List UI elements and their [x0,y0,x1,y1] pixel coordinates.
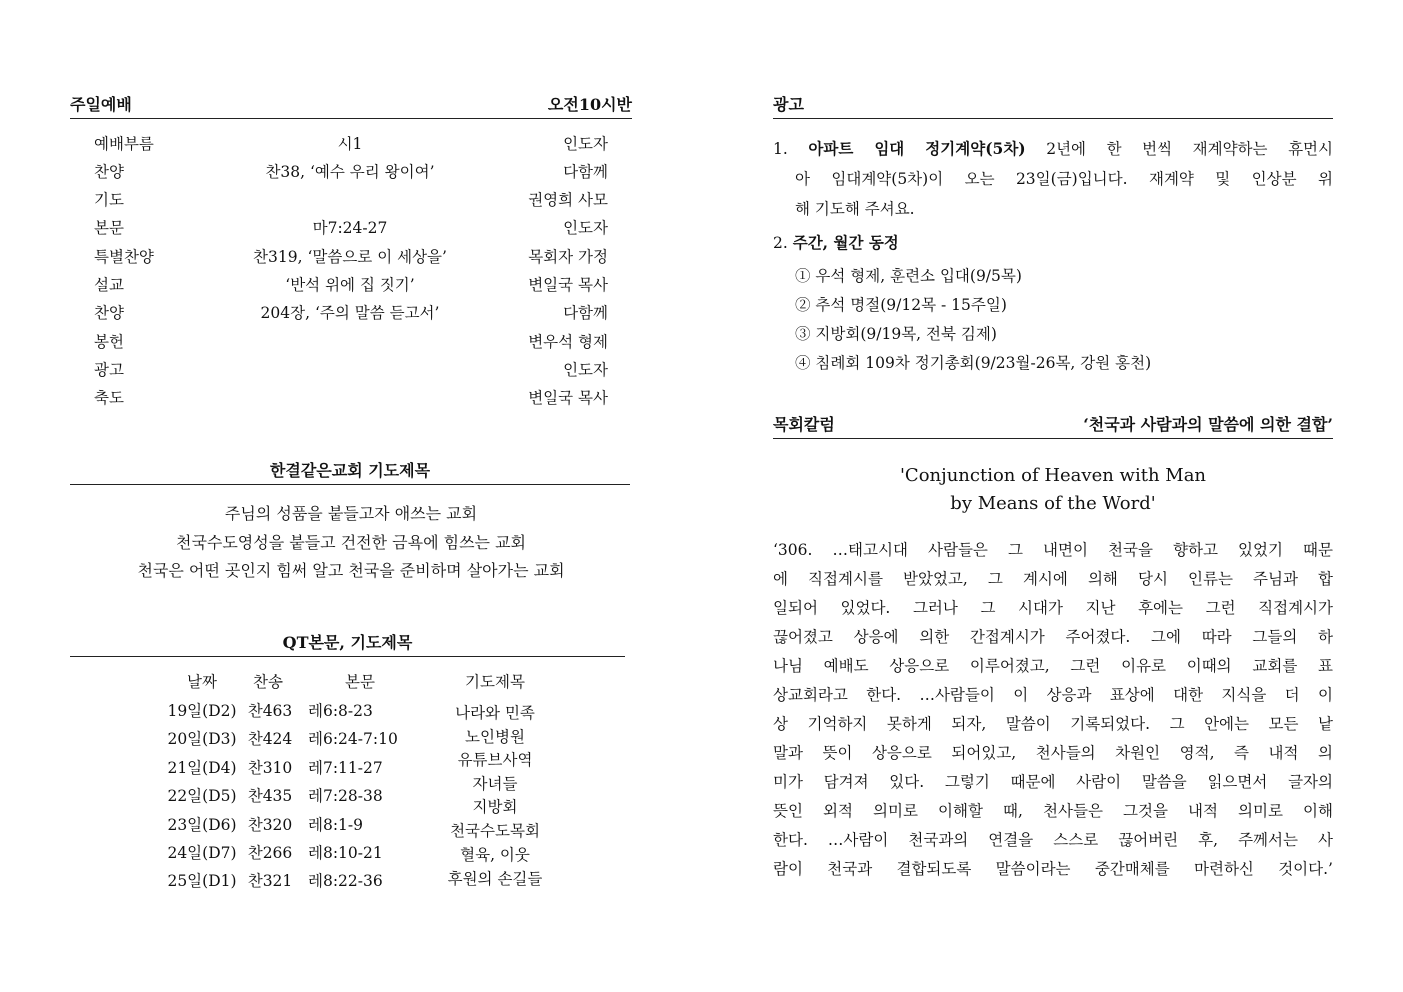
announcement-2-sub: ④ 침례회 109차 정기총회(9/23월-26목, 강원 홍천) [795,354,1152,372]
column-line: 람이 천국과 결합되도록 말씀이라는 중간매체를 마련하신 것이다.’ [773,860,1333,878]
announcement-1-line3: 해 기도해 주셔요. [795,200,915,218]
qt-prayer-item [70,725,632,749]
qt-prayer-item [70,795,632,819]
english-title-line-2: by Means of the Word' [950,493,1156,514]
order-row [70,132,632,156]
order-name: 예배부름 [94,135,154,153]
prayer-title [70,462,630,485]
column-line: 에 직접계시를 받았었고, 그 계시에 의해 당시 인류는 주님과 합 [773,570,1333,588]
column-header [773,416,1333,439]
order-person: 다함께 [563,304,608,322]
qt-prayer-item [70,701,632,725]
order-person: 인도자 [563,135,608,153]
column-line: 뜻인 외적 의미로 이해할 때, 천사들은 그것을 내적 의미로 이해 [773,802,1333,820]
qt-date: 21일(D4) [167,759,237,777]
qt-header-row [70,670,632,694]
qt-text: 레8:10-21 [308,844,383,862]
order-name: 축도 [94,389,124,407]
qt-text: 레6:24-7:10 [308,730,398,748]
order-row [70,358,632,382]
announcements-header [773,96,1333,119]
prayer-line: 천국은 어떤 곳인지 힘써 알고 천국을 준비하며 살아가는 교회 [137,561,565,580]
announcement-1-num: 1. [773,140,788,158]
order-name: 찬양 [94,304,124,322]
order-content: 찬38, ‘예수 우리 왕이여’ [265,163,435,181]
qt-hymn: 찬435 [247,787,293,805]
qt-hymn: 찬266 [247,844,293,862]
order-row [70,188,632,212]
qt-prayer-item [70,772,632,796]
worship-title: 주일예배 [70,95,132,114]
qt-date: 20일(D3) [167,730,237,748]
order-row [70,301,632,325]
column-body [773,536,1333,884]
prayer-line: 천국수도영성을 붙들고 건전한 금욕에 힘쓰는 교회 [175,533,526,552]
column-line: 상 기억하지 못하게 되자, 말씀이 기록되었다. 그 안에는 모든 낱 [773,715,1333,733]
announcement-2 [773,228,1333,258]
qt-text: 레6:8-23 [308,702,373,720]
qt-hymn: 찬424 [247,730,293,748]
qt-header-text: 본문 [345,673,375,691]
qt-date: 19일(D2) [167,702,237,720]
order-person: 인도자 [563,361,608,379]
qt-title [70,634,625,657]
order-row [70,216,632,240]
order-content: 마7:24-27 [312,219,388,237]
order-name: 특별찬양 [94,248,154,266]
prayer-title-text: 한결같은교회 기도제목 [269,461,431,480]
qt-prayer: 유튜브사역 [457,751,533,769]
order-name: 설교 [94,276,124,294]
qt-date: 24일(D7) [167,844,237,862]
column-line: ‘306. …태고시대 사람들은 그 내면이 천국을 향하고 있었기 때문 [773,541,1333,559]
qt-header-prayer: 기도제목 [465,673,525,691]
order-person: 권영희 사모 [528,191,608,209]
qt-hymn: 찬463 [247,702,293,720]
order-person: 목회자 가정 [528,248,608,266]
qt-header-date: 날짜 [187,673,217,691]
column-line: 말과 뜻이 상응으로 되어있고, 천사들의 차원인 영적, 즉 내적 의 [773,744,1333,762]
qt-prayer: 나라와 민족 [455,704,535,722]
order-person: 변일국 목사 [528,276,608,294]
announcement-1-line2: 아 임대계약(5차)이 오는 23일(금)입니다. 재계약 및 인상분 위 [795,170,1333,188]
worship-header [70,96,632,119]
order-content: 시1 [337,135,363,153]
announcement-2-num: 2. [773,234,788,252]
qt-prayer: 노인병원 [465,728,525,746]
announcement-2-bold: 주간, 월간 동정 [792,233,899,252]
qt-prayer: 자녀들 [472,775,518,793]
column-line: 나님 예배도 상응으로 이루어졌고, 그런 이유로 이때의 교회를 표 [773,657,1333,675]
announcement-2-sub: ③ 지방회(9/19목, 전북 김제) [795,325,997,343]
qt-date: 23일(D6) [167,816,237,834]
qt-hymn: 찬310 [247,759,293,777]
announcement-2-sub: ① 우석 형제, 훈련소 입대(9/5목) [795,267,1022,285]
qt-prayer-item [70,819,632,843]
order-person: 변일국 목사 [528,389,608,407]
qt-prayer-item [70,748,632,772]
column-line: 미가 담겨져 있다. 그렇기 때문에 사람이 말씀을 읽으면서 글자의 [773,773,1333,791]
column-line: 한다. …사람이 천국과의 연결을 스스로 끊어버린 후, 주께서는 사 [773,831,1333,849]
order-row [70,160,632,184]
qt-text: 레7:28-38 [308,787,383,805]
column-line: 끊어졌고 상응에 의한 간접계시가 주어졌다. 그에 따라 그들의 하 [773,628,1333,646]
qt-header-hymn: 찬송 [253,673,283,691]
qt-prayer: 후원의 손길들 [447,870,543,888]
announcement-1-line1: 2년에 한 번씩 재계약하는 휴먼시 [1046,140,1333,158]
order-row [70,245,632,269]
order-row [70,330,632,354]
qt-date: 22일(D5) [167,787,237,805]
column-label: 목회칼럼 [773,415,835,434]
qt-title-text: QT본문, 기도제목 [282,633,413,652]
worship-time: 오전10시반 [547,95,632,114]
order-name: 찬양 [94,163,124,181]
qt-prayer-item [70,867,632,891]
qt-prayer: 천국수도목회 [450,822,540,840]
order-name: 본문 [94,219,124,237]
qt-hymn: 찬320 [247,816,293,834]
column-line: 일되어 있었다. 그러나 그 시대가 지난 후에는 그런 직접계시가 [773,599,1333,617]
announcement-1 [773,134,1333,224]
qt-text: 레8:1-9 [308,816,364,834]
qt-text: 레8:22-36 [308,872,383,890]
column-title: ‘천국과 사람과의 말씀에 의한 결합’ [1083,415,1333,434]
english-title-line-1: 'Conjunction of Heaven with Man [899,465,1207,486]
order-name: 기도 [94,191,124,209]
order-row [70,386,632,410]
order-person: 다함께 [563,163,608,181]
prayer-line: 주님의 성품을 붙들고자 애쓰는 교회 [224,504,478,523]
order-person: 변우석 형제 [528,333,608,351]
order-row [70,273,632,297]
qt-text: 레7:11-27 [308,759,383,777]
qt-prayer: 혈육, 이웃 [460,846,530,864]
announcement-1-bold: 아파트 임대 정기계약(5차) [808,139,1026,158]
order-content: 204장, ‘주의 말씀 듣고서’ [260,304,440,322]
order-content: ‘반석 위에 집 짓기’ [285,276,415,294]
qt-prayer-item [70,843,632,867]
qt-prayer: 지방회 [472,798,518,816]
announcements-title: 광고 [773,95,804,114]
qt-hymn: 찬321 [247,872,293,890]
order-person: 인도자 [563,219,608,237]
order-name: 광고 [94,361,124,379]
column-line: 상교회라고 한다. …사람들이 이 상응과 표상에 대한 지식을 더 이 [773,686,1333,704]
announcement-2-sub: ② 추석 명절(9/12목 - 15주일) [795,296,1007,314]
order-name: 봉헌 [94,333,124,351]
order-content: 찬319, ‘말씀으로 이 세상을’ [253,248,447,266]
qt-date: 25일(D1) [167,872,237,890]
